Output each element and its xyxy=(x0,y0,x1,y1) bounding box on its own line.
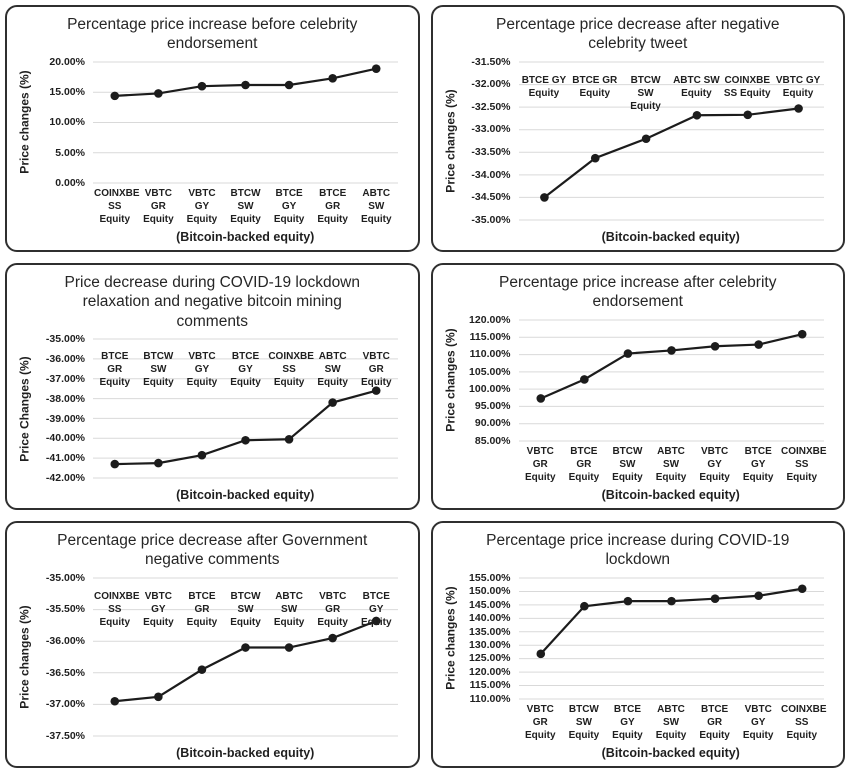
y-tick-label: -36.00% xyxy=(45,352,85,365)
y-axis-title-text: Price changes (%) xyxy=(443,586,458,691)
chart-panel-price-increase-before-endorsement xyxy=(5,5,420,252)
line-plot xyxy=(519,572,824,707)
data-point-marker xyxy=(241,80,250,89)
x-category-labels xyxy=(519,445,827,484)
x-category-label: ABTC SW Equity xyxy=(273,591,305,629)
x-category-label: VBTC GR Equity xyxy=(360,351,392,389)
x-category-label: ABTC SW Equity xyxy=(360,187,392,225)
chart-title: Percentage price decrease after Government negative comments xyxy=(57,532,368,569)
data-point-marker xyxy=(328,398,337,407)
data-point-marker xyxy=(198,665,207,674)
x-category-label: BTCE GY Equity xyxy=(742,445,774,483)
chart-area xyxy=(443,314,834,487)
y-tick-label: 85.00% xyxy=(474,434,511,447)
y-tick-label: 145.00% xyxy=(469,598,511,611)
data-point-marker xyxy=(623,349,632,358)
chart-panel-price-decrease-after-tweet xyxy=(431,5,846,252)
x-category-labels xyxy=(93,590,398,629)
y-tick-label: 140.00% xyxy=(469,611,511,624)
x-axis-title: (Bitcoin-backed equity) xyxy=(176,488,315,502)
data-point-marker xyxy=(536,394,545,403)
data-point-marker xyxy=(110,460,119,469)
data-point-marker xyxy=(241,436,250,445)
y-tick-label: -37.00% xyxy=(45,372,85,385)
y-tick-label: 120.00% xyxy=(469,313,511,326)
y-tick-label: -31.50% xyxy=(471,55,511,68)
chart-panel-price-increase-after-endorsement xyxy=(431,263,846,510)
y-tick-label: 155.00% xyxy=(469,571,511,584)
y-tick-label: 15.00% xyxy=(49,85,85,98)
y-tick-label: -35.50% xyxy=(45,603,85,616)
y-tick-label: 135.00% xyxy=(469,625,511,638)
x-category-label: BTCE GR Equity xyxy=(572,75,618,100)
data-point-marker xyxy=(623,597,632,606)
y-tick-label: -37.00% xyxy=(45,697,85,710)
y-tick-label: -35.00% xyxy=(471,213,511,226)
x-axis-title: (Bitcoin-backed equity) xyxy=(601,230,740,244)
chart-panel-price-decrease-lockdown-relaxation xyxy=(5,263,420,510)
y-tick-label: 100.00% xyxy=(469,382,511,395)
x-category-label: BTCW SW Equity xyxy=(630,75,661,113)
y-tick-label: 110.00% xyxy=(469,348,511,361)
x-category-label: BTCE GR Equity xyxy=(186,591,218,629)
x-category-label: COINXBE SS Equity xyxy=(780,703,827,741)
x-category-label: VBTC GY Equity xyxy=(699,445,730,483)
data-point-marker xyxy=(285,435,294,444)
y-axis-title xyxy=(17,578,33,736)
y-tick-label: 115.00% xyxy=(469,679,511,692)
y-tick-label: 20.00% xyxy=(49,55,85,68)
x-category-label: BTCE GR Equity xyxy=(568,445,600,483)
data-point-marker xyxy=(154,459,163,468)
x-category-label: BTCW SW Equity xyxy=(230,591,261,629)
data-point-marker xyxy=(328,633,337,642)
data-point-marker xyxy=(110,697,119,706)
y-tick-label: -32.50% xyxy=(471,100,511,113)
data-point-marker xyxy=(198,82,207,91)
x-category-label: ABTC SW Equity xyxy=(655,703,687,741)
data-line xyxy=(544,108,798,197)
x-axis-title: (Bitcoin-backed equity) xyxy=(601,746,740,760)
data-point-marker xyxy=(154,89,163,98)
data-point-marker xyxy=(797,330,806,339)
x-category-label: COINXBE SS Equity xyxy=(94,187,140,225)
y-tick-label: 120.00% xyxy=(469,665,511,678)
y-tick-label: -33.00% xyxy=(471,123,511,136)
data-line xyxy=(115,391,376,464)
y-axis-title-text: Price Changes (%) xyxy=(18,355,32,462)
x-axis-title: (Bitcoin-backed equity) xyxy=(176,230,315,244)
x-category-label: BTCE GY Equity xyxy=(273,187,305,225)
y-tick-label: -34.50% xyxy=(471,190,511,203)
y-tick-label: 125.00% xyxy=(469,652,511,665)
x-axis-title: (Bitcoin-backed equity) xyxy=(601,488,740,502)
y-tick-label: 90.00% xyxy=(474,417,511,430)
data-point-marker xyxy=(590,154,599,163)
x-category-label: BTCW SW Equity xyxy=(143,351,174,389)
data-point-marker xyxy=(754,591,763,600)
y-tick-label: -37.50% xyxy=(45,729,85,742)
data-point-marker xyxy=(372,64,381,73)
data-point-marker xyxy=(580,602,589,611)
y-tick-label: -38.00% xyxy=(45,392,85,405)
chart-area xyxy=(443,56,834,229)
y-tick-label: -35.00% xyxy=(45,332,85,345)
chart-title: Percentage price increase after celebrity endorsement xyxy=(499,274,777,311)
chart-area xyxy=(443,572,834,745)
x-category-label: VBTC GY Equity xyxy=(186,351,218,389)
y-axis-title-text: Price changes (%) xyxy=(18,605,32,709)
chart-area xyxy=(17,572,408,745)
x-category-label: BTCE GR Equity xyxy=(99,351,131,389)
data-point-marker xyxy=(710,594,719,603)
data-point-marker xyxy=(641,134,650,143)
chart-title: Percentage price decrease after negative celebrity tweet xyxy=(496,16,780,53)
x-category-label: VBTC GY Equity xyxy=(186,187,218,225)
y-tick-label: 5.00% xyxy=(55,146,85,159)
data-point-marker xyxy=(328,74,337,83)
x-category-label: COINXBE SS Equity xyxy=(723,75,771,100)
y-tick-label: 110.00% xyxy=(469,692,511,705)
data-point-marker xyxy=(667,597,676,606)
x-category-label: BTCW SW Equity xyxy=(230,187,261,225)
data-point-marker xyxy=(710,342,719,351)
line-plot xyxy=(93,56,398,191)
data-point-marker xyxy=(285,80,294,89)
data-line xyxy=(115,621,376,701)
chart-title: Price decrease during COVID-19 lockdown relaxation and negative bitcoin mining comments xyxy=(64,274,360,330)
data-point-marker xyxy=(198,451,207,460)
y-tick-label: -41.00% xyxy=(45,452,85,465)
y-tick-label: 10.00% xyxy=(49,116,85,128)
x-category-label: VBTC GY Equity xyxy=(775,75,821,100)
x-category-labels xyxy=(519,74,824,113)
x-category-labels xyxy=(93,350,398,389)
data-point-marker xyxy=(110,91,119,100)
x-category-label: VBTC GR Equity xyxy=(317,591,348,629)
x-category-label: VBTC GR Equity xyxy=(525,445,556,483)
y-tick-label: 105.00% xyxy=(469,365,511,378)
y-tick-label: -32.00% xyxy=(471,78,511,91)
data-point-marker xyxy=(754,340,763,349)
x-category-label: COINXBE SS Equity xyxy=(780,445,827,483)
chart-panel-price-increase-lockdown xyxy=(431,521,846,768)
data-point-marker xyxy=(667,346,676,355)
y-tick-label: -34.00% xyxy=(471,168,511,181)
x-category-label: BTCE GY Equity xyxy=(612,703,643,741)
data-point-marker xyxy=(241,643,250,652)
x-category-label: VBTC GY Equity xyxy=(742,703,774,741)
x-category-labels xyxy=(93,187,398,226)
data-point-marker xyxy=(536,649,545,658)
x-category-label: BTCW SW Equity xyxy=(612,445,643,483)
y-tick-label: 0.00% xyxy=(55,176,85,189)
y-axis-title-text: Price changes (%) xyxy=(443,328,458,433)
x-category-label: ABTC SW Equity xyxy=(317,351,348,389)
x-category-label: ABTC SW Equity xyxy=(673,75,720,100)
y-tick-label: 115.00% xyxy=(469,330,511,343)
chart-title: Percentage price increase during COVID-19 lockdown xyxy=(486,532,790,569)
data-point-marker xyxy=(285,643,294,652)
x-category-label: COINXBE SS Equity xyxy=(268,351,314,389)
y-tick-label: -35.00% xyxy=(45,571,85,584)
chart-area xyxy=(17,333,408,487)
x-category-label: BTCE GR Equity xyxy=(317,187,348,225)
x-category-label: VBTC GR Equity xyxy=(143,187,174,225)
y-tick-label: -39.00% xyxy=(45,412,85,425)
x-axis-title: (Bitcoin-backed equity) xyxy=(176,746,315,760)
y-axis-title-text: Price changes (%) xyxy=(443,89,458,193)
x-category-label: BTCE GY Equity xyxy=(360,591,392,629)
x-category-label: BTCE GY Equity xyxy=(521,75,567,100)
y-tick-label: 95.00% xyxy=(474,399,511,412)
data-point-marker xyxy=(540,193,549,202)
y-tick-label: -40.00% xyxy=(45,432,85,445)
chart-area xyxy=(17,56,408,229)
x-category-label: COINXBE SS Equity xyxy=(94,591,140,629)
x-category-labels xyxy=(519,703,827,742)
line-plot xyxy=(519,314,824,449)
chart-panel-price-decrease-government-comments xyxy=(5,521,420,768)
y-tick-label: -42.00% xyxy=(45,471,85,484)
y-tick-label: -33.50% xyxy=(471,145,511,158)
chart-title: Percentage price increase before celebrity endorsement xyxy=(67,16,358,53)
data-point-marker xyxy=(154,692,163,701)
data-point-marker xyxy=(580,375,589,384)
x-category-label: ABTC SW Equity xyxy=(655,445,687,483)
x-category-label: BTCE GY Equity xyxy=(230,351,261,389)
y-tick-label: 150.00% xyxy=(469,584,511,597)
y-tick-label: 130.00% xyxy=(469,638,511,651)
y-tick-label: -36.00% xyxy=(45,634,85,647)
x-category-label: BTCE GR Equity xyxy=(699,703,730,741)
x-category-label: VBTC GY Equity xyxy=(143,591,174,629)
x-category-label: BTCW SW Equity xyxy=(568,703,600,741)
x-category-label: VBTC GR Equity xyxy=(525,703,556,741)
y-axis-title-text: Price changes (%) xyxy=(18,70,32,175)
data-point-marker xyxy=(797,584,806,593)
y-tick-label: -36.50% xyxy=(45,666,85,679)
